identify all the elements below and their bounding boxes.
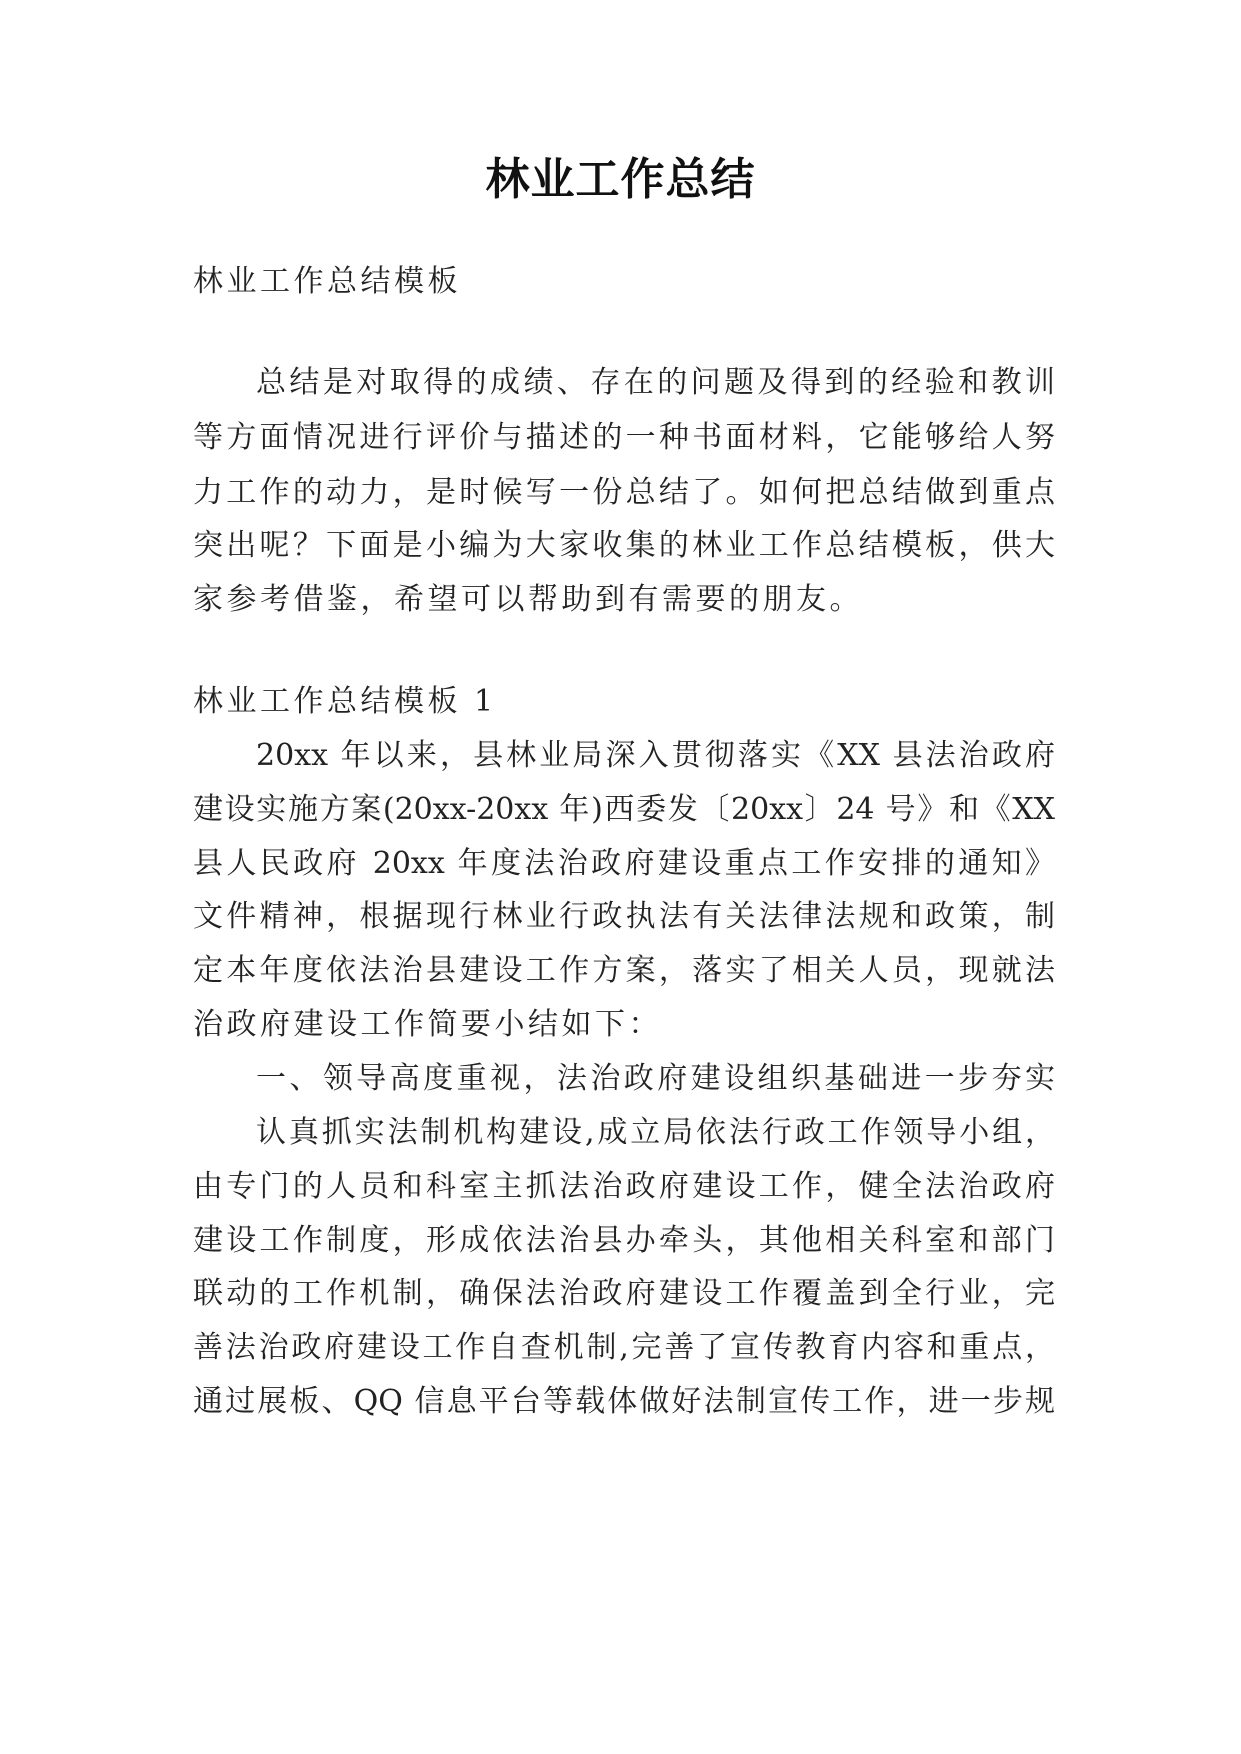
document-title: 林业工作总结 (485, 154, 756, 205)
section1-line: 建设实施方案(20xx-20xx 年)西委发〔20xx〕24 号》和《XX (193, 792, 1055, 827)
point1-line: 善法治政府建设工作自查机制,完善了宣传教育内容和重点， (193, 1330, 1055, 1365)
intro-line: 等方面情况进行评价与描述的一种书面材料，它能够给人努 (193, 420, 1055, 455)
intro-line: 家参考借鉴，希望可以帮助到有需要的朋友。 (193, 582, 863, 617)
point1-line: 通过展板、QQ 信息平台等载体做好法制宣传工作，进一步规 (193, 1384, 1055, 1419)
intro-line: 总结是对取得的成绩、存在的问题及得到的经验和教训 (256, 365, 1055, 400)
section1-line: 县人民政府 20xx 年度法治政府建设重点工作安排的通知》 (193, 846, 1055, 881)
section1-line: 定本年度依法治县建设工作方案，落实了相关人员，现就法 (193, 953, 1055, 988)
point1-line: 联动的工作机制，确保法治政府建设工作覆盖到全行业，完 (193, 1276, 1055, 1311)
intro-line: 突出呢？下面是小编为大家收集的林业工作总结模板，供大 (193, 528, 1055, 563)
point1-line: 建设工作制度，形成依法治县办牵头，其他相关科室和部门 (193, 1223, 1055, 1258)
section-heading: 林业工作总结模板 1 (193, 684, 497, 719)
point1-line: 由专门的人员和科室主抓法治政府建设工作，健全法治政府 (193, 1169, 1055, 1204)
point-heading: 一、领导高度重视，法治政府建设组织基础进一步夯实 (256, 1061, 1055, 1096)
point1-line: 认真抓实法制机构建设,成立局依法行政工作领导小组， (256, 1115, 1055, 1150)
section1-line: 文件精神，根据现行林业行政执法有关法律法规和政策，制 (193, 899, 1055, 934)
intro-line: 力工作的动力，是时候写一份总结了。如何把总结做到重点 (193, 475, 1055, 510)
document-subtitle: 林业工作总结模板 (193, 264, 461, 299)
section1-line: 20xx 年以来，县林业局深入贯彻落实《XX 县法治政府 (256, 738, 1055, 773)
section1-line: 治政府建设工作简要小结如下： (193, 1007, 662, 1042)
